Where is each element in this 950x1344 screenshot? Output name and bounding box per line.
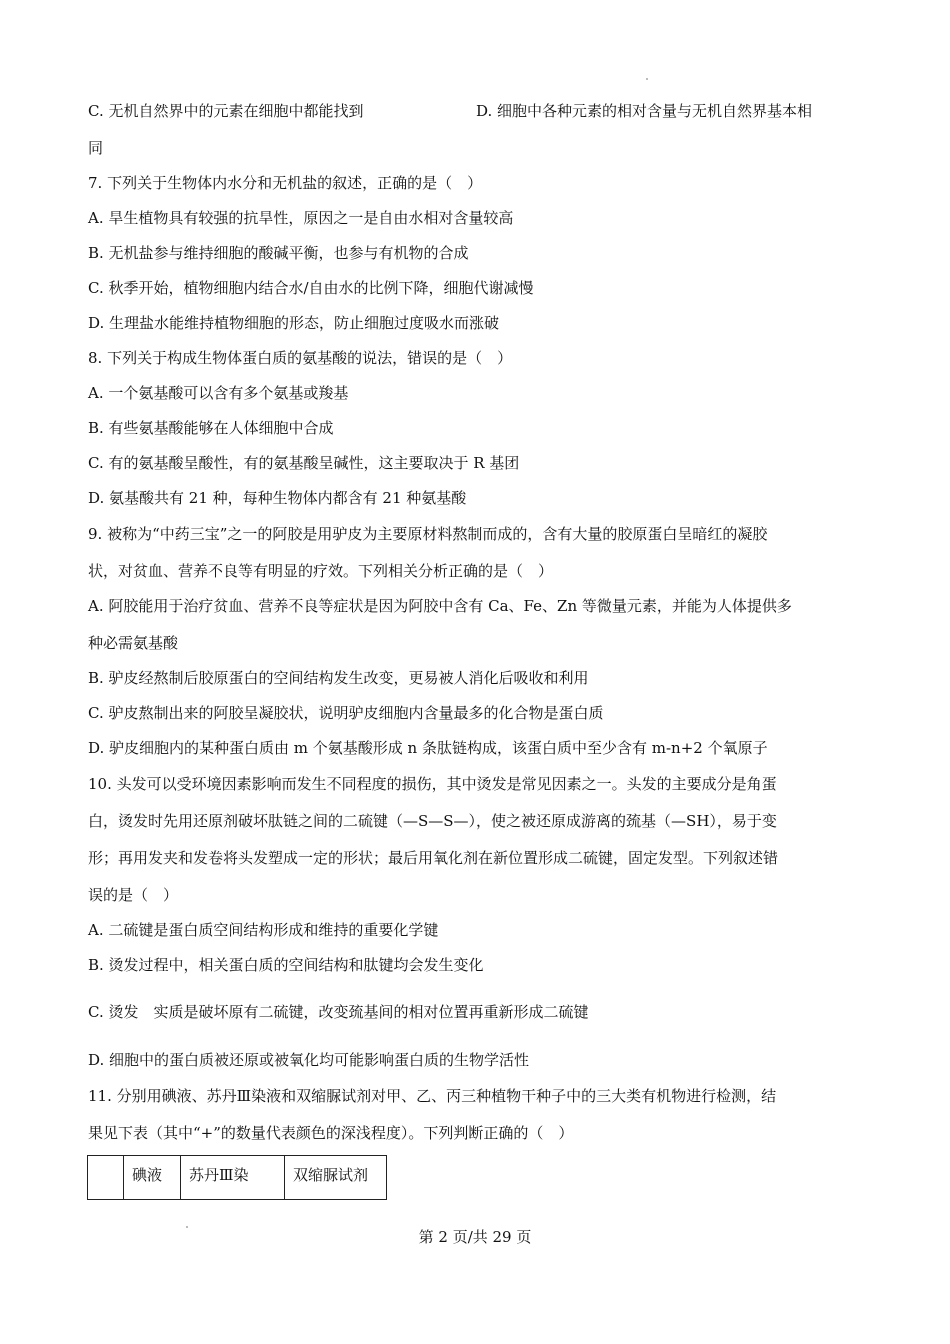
option-a: A. 二硫键是蛋白质空间结构形成和维持的重要化学键 (88, 921, 439, 939)
question-7-stem: 7. 下列关于生物体内水分和无机盐的叙述，正确的是（ ） (88, 174, 483, 192)
option-d: D. 驴皮细胞内的某种蛋白质由 m 个氨基酸形成 n 条肽链构成，该蛋白质中至少含有 m-n+2 个氧原子 (88, 739, 768, 757)
option-c: C. 驴皮熬制出来的阿胶呈凝胶状，说明驴皮细胞内含量最多的化合物是蛋白质 (88, 704, 604, 722)
option-d: D. 细胞中的蛋白质被还原或被氧化均可能影响蛋白质的生物学活性 (88, 1051, 530, 1069)
option-b: B. 烫发过程中，相关蛋白质的空间结构和肽键均会发生变化 (88, 956, 484, 974)
option-d: D. 生理盐水能维持植物细胞的形态，防止细胞过度吸水而涨破 (88, 314, 500, 332)
page-footer: 第 2 页/共 29 页 (418, 1228, 532, 1246)
option-c: C. 烫发 实质是破坏原有二硫键，改变巯基间的相对位置再重新形成二硫键 (88, 1003, 589, 1021)
option-a: 种必需氨基酸 (88, 634, 179, 652)
question-9-stem: 9. 被称为“中药三宝”之一的阿胶是用驴皮为主要原材料熬制而成的，含有大量的胶原蛋白呈暗红的凝胶 (88, 525, 768, 543)
question-9-stem: 状，对贫血、营养不良等有明显的疗效。下列相关分析正确的是（ ） (88, 562, 554, 580)
question-8-stem: 8. 下列关于构成生物体蛋白质的氨基酸的说法，错误的是（ ） (88, 349, 513, 367)
result-table (87, 1155, 387, 1200)
question-11-stem: 11. 分别用碘液、苏丹Ⅲ染液和双缩脲试剂对甲、乙、丙三种植物干种子中的三大类有机物进行检测，结 (88, 1087, 777, 1105)
text-line: 同 (88, 139, 104, 157)
question-10-stem: 形；再用发夹和发卷将头发塑成一定的形状；最后用氧化剂在新位置形成二硫键，固定发型。下列叙述错 (88, 849, 779, 867)
option-a: A. 一个氨基酸可以含有多个氨基或羧基 (88, 384, 349, 402)
question-10-stem: 误的是（ ） (88, 886, 179, 904)
question-10-stem: 白，烫发时先用还原剂破坏肽链之间的二硫键（—S—S—），使之被还原成游离的巯基（—SH），易于变 (88, 812, 777, 830)
option-c: C. 有的氨基酸呈酸性，有的氨基酸呈碱性，这主要取决于 R 基团 (88, 454, 520, 472)
option-c: C. 秋季开始，植物细胞内结合水/自由水的比例下降，细胞代谢减慢 (88, 279, 534, 297)
table-header-cell: 碘液 (124, 1156, 181, 1200)
option-a: A. 旱生植物具有较强的抗旱性，原因之一是自由水相对含量较高 (88, 209, 514, 227)
table-header-cell: 苏丹Ⅲ染 (181, 1156, 285, 1200)
scan-dot (646, 78, 648, 80)
text-line: D. 细胞中各种元素的相对含量与无机自然界基本相 (476, 102, 813, 120)
text-line: C. 无机自然界中的元素在细胞中都能找到 (88, 102, 364, 120)
table-header-cell (88, 1156, 124, 1200)
table-header-row (88, 1156, 387, 1200)
table-header-cell: 双缩脲试剂 (285, 1156, 387, 1200)
question-10-stem: 10. 头发可以受环境因素影响而发生不同程度的损伤，其中烫发是常见因素之一。头发的主要成分是角蛋 (88, 775, 777, 793)
option-b: B. 驴皮经熬制后胶原蛋白的空间结构发生改变，更易被人消化后吸收和利用 (88, 669, 589, 687)
option-b: B. 无机盐参与维持细胞的酸碱平衡，也参与有机物的合成 (88, 244, 469, 262)
question-11-stem: 果见下表（其中“+”的数量代表颜色的深浅程度）。下列判断正确的（ ） (88, 1124, 574, 1142)
option-a: A. 阿胶能用于治疗贫血、营养不良等症状是因为阿胶中含有 Ca、Fe、Zn 等微量元素，并能为人体提供多 (88, 597, 792, 615)
option-d: D. 氨基酸共有 21 种，每种生物体内都含有 21 种氨基酸 (88, 489, 467, 507)
option-b: B. 有些氨基酸能够在人体细胞中合成 (88, 419, 334, 437)
